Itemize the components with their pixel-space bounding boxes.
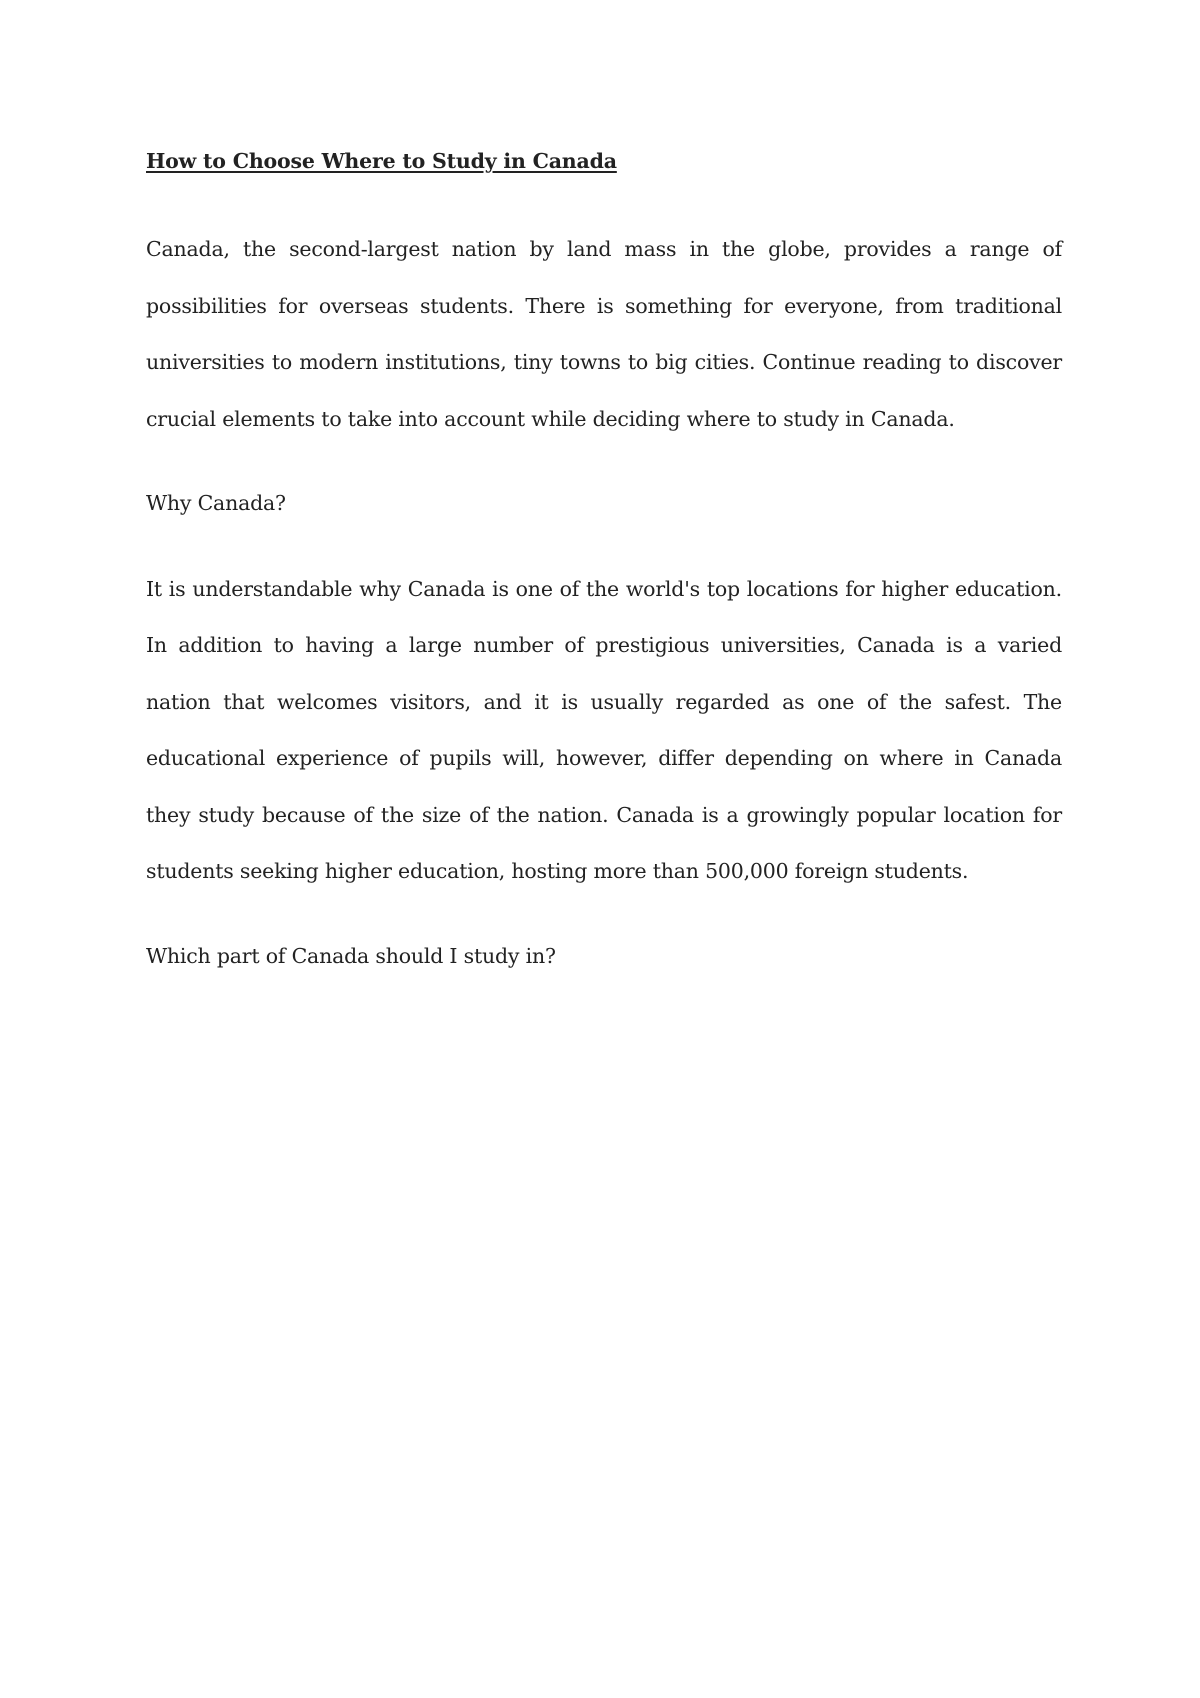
intro-paragraph: Canada, the second-largest nation by land mass in the globe, provides a range of possibilities for overseas students. There is something for everyone, from traditional universities to modern institutions, tiny towns to big cities. Continue reading to discover crucial elements to take into account while deciding where to study in Canada. [146, 237, 1062, 431]
document-title: How to Choose Where to Study in Canada [146, 149, 617, 173]
section-heading-which-part: Which part of Canada should I study in? [146, 943, 556, 968]
section-heading-why-canada: Why Canada? [146, 491, 286, 515]
document-body [146, 144, 1062, 984]
why-canada-paragraph: It is understandable why Canada is one of the world's top locations for higher education. In addition to having a large number of prestigious universities, Canada is a varied nation that welcomes visitors, and it is usually regarded as one of the safest. The educational experience of pupils will, however, differ depending on where in Canada they study because of the size of the nation. Canada is a growingly popular location for students seeking higher education, hosting more than 500,000 foreign students. [146, 576, 1062, 883]
